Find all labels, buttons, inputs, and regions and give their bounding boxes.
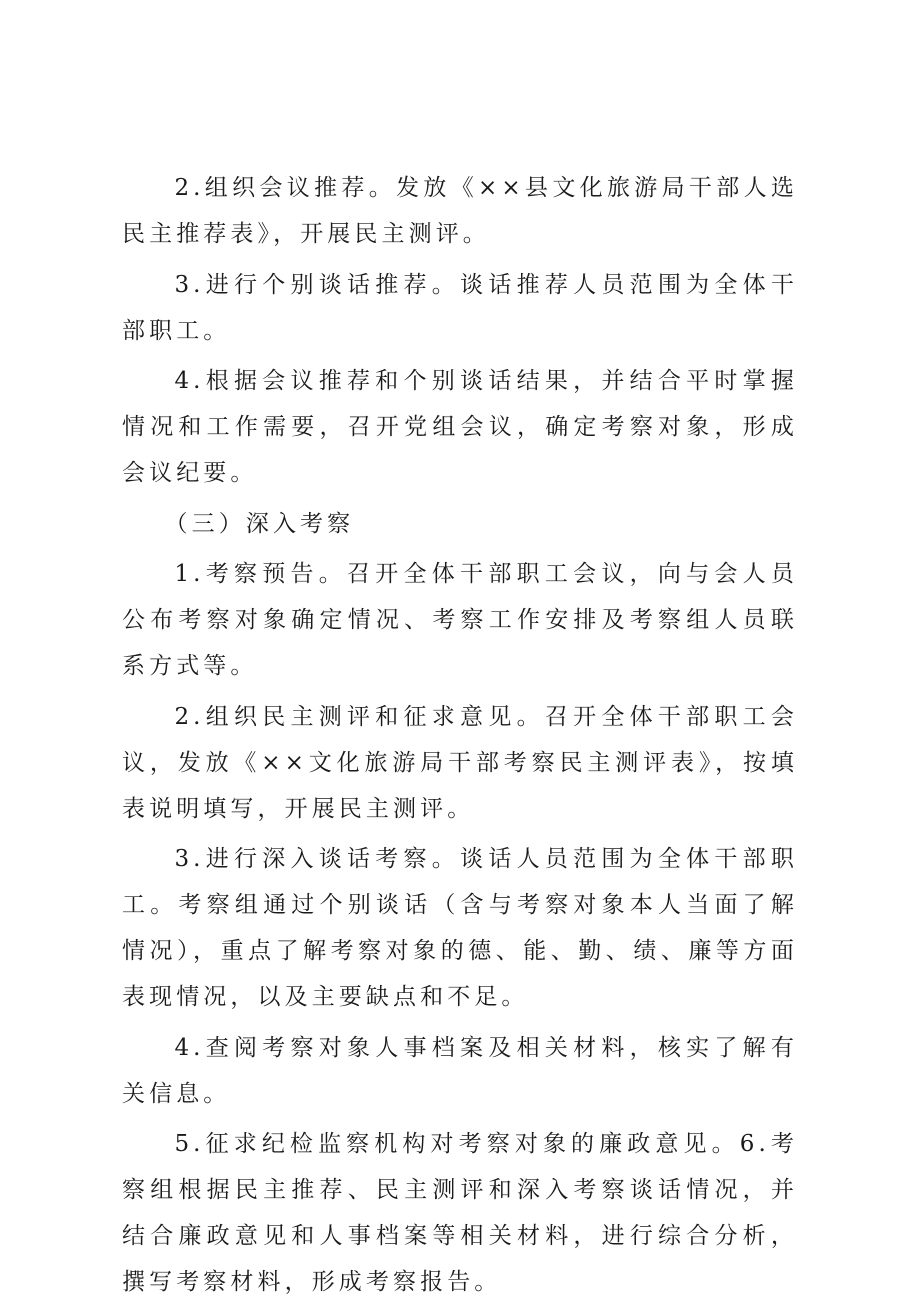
document-body bbox=[122, 165, 798, 1310]
paragraph-determine-candidates: 4.根据会议推荐和个别谈话结果，并结合平时掌握情况和工作需要，召开党组会议，确定考察对象，形成会议纪要。 bbox=[122, 368, 798, 486]
paragraph-integrity-opinion-and-report: 5.征求纪检监察机构对考察对象的廉政意见。6.考察组根据民主推荐、民主测评和深入考察谈话情况，并结合廉政意见和人事档案等相关材料，进行综合分析，撰写考察材料，形成考察报告。 bbox=[122, 1131, 798, 1295]
paragraph-review-personnel-files: 4.查阅考察对象人事档案及相关材料，核实了解有关信息。 bbox=[122, 1034, 798, 1107]
paragraph-in-depth-talks: 3.进行深入谈话考察。谈话人员范围为全体干部职工。考察组通过个别谈话（含与考察对象本人当面了解情况），重点了解考察对象的德、能、勤、绩、廉等方面表现情况，以及主要缺点和不足。 bbox=[122, 846, 798, 1010]
paragraph-individual-talk-recommendation: 3.进行个别谈话推荐。谈话推荐人员范围为全体干部职工。 bbox=[122, 271, 798, 344]
paragraph-inspection-notice: 1.考察预告。召开全体干部职工会议，向与会人员公布考察对象确定情况、考察工作安排及考察组人员联系方式等。 bbox=[122, 561, 798, 679]
paragraph-democratic-evaluation: 2.组织民主测评和征求意见。召开全体干部职工会议，发放《××文化旅游局干部考察民主测评表》，按填表说明填写，开展民主测评。 bbox=[122, 703, 798, 822]
section-heading-in-depth-inspection: （三）深入考察 bbox=[164, 510, 355, 537]
paragraph-meeting-recommendation: 2.组织会议推荐。发放《××县文化旅游局干部人选民主推荐表》，开展民主测评。 bbox=[122, 175, 798, 247]
